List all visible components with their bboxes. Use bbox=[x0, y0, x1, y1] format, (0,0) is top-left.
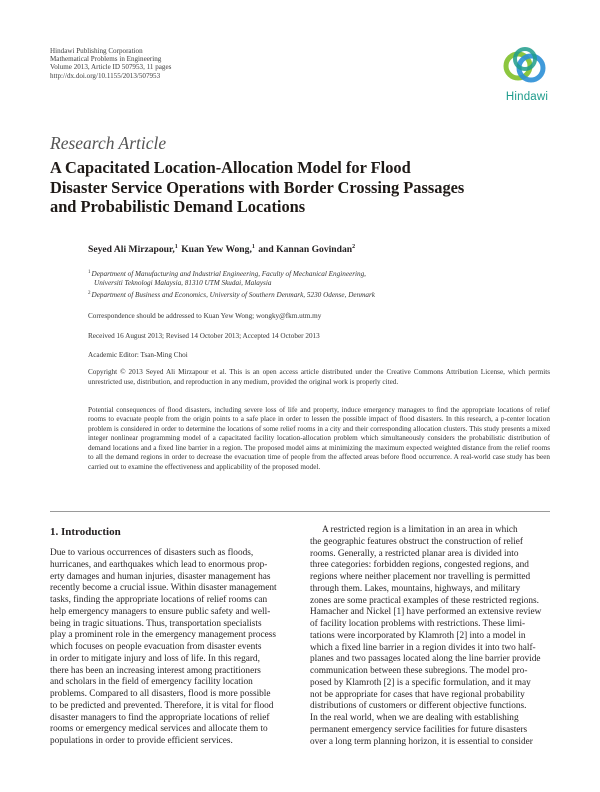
affiliation-mark: 1 bbox=[88, 270, 91, 275]
body-line: help emergency managers to ensure public safety and well- bbox=[50, 606, 271, 617]
body-line: posed by Klamroth [2] is a specific formulation, and it may bbox=[310, 677, 531, 688]
body-line: tasks, finding the appropriate locations of relief rooms can bbox=[50, 595, 268, 605]
body-line: to be predicted and prevented. Therefore, it is vital for flood bbox=[50, 700, 274, 711]
body-line: distributions of customers or different objective functions. bbox=[310, 701, 527, 712]
body-line: three categories: forbidden regions, congested regions, and bbox=[310, 560, 529, 571]
author-list bbox=[88, 244, 356, 255]
body-line: problems. Compared to all disasters, flood is more possible bbox=[50, 689, 271, 699]
title-line: A Capacitated Location-Allocation Model for Flood bbox=[50, 158, 411, 177]
section-divider bbox=[50, 511, 550, 512]
affiliation-text: Department of Business and Economics, University of Southern Denmark, 5230 Odense, Denmark bbox=[91, 290, 375, 299]
volume-info: Volume 2013, Article ID 507953, 11 pages bbox=[50, 63, 172, 72]
body-line: which focuses on people evacuation from disaster events bbox=[50, 642, 262, 652]
body-line: of facility location problems with restrictions. These limi- bbox=[310, 619, 526, 629]
body-line: the geographic features obstruct the construction of relief bbox=[310, 536, 523, 547]
hindawi-logo-text: Hindawi bbox=[505, 91, 549, 103]
body-line: in order to mitigate injury and loss of life. In this regard, bbox=[50, 653, 260, 664]
body-line: permanent emergency service facilities for future disasters bbox=[310, 724, 528, 735]
affiliation-mark: 2 bbox=[88, 290, 91, 296]
body-line: play a prominent role in the emergency management process bbox=[50, 630, 276, 641]
title-line: and Probabilistic Demand Locations bbox=[50, 197, 306, 217]
affiliations bbox=[88, 268, 375, 300]
body-line: communication between these subregions. The model pro- bbox=[310, 666, 528, 676]
article-dates: Received 16 August 2013; Revised 14 October 2013; Accepted 14 October 2013 bbox=[88, 332, 320, 340]
affiliation-text: Department of Manufacturing and Industrial Engineering, Faculty of Mechanical Engineering, bbox=[91, 270, 366, 278]
body-line: hurricanes, and earthquakes which lead to enormous prop- bbox=[50, 559, 268, 570]
body-line: which a fixed line barrier in a region divides it into two half- bbox=[310, 642, 536, 653]
body-line: regions where neither placement nor travelling is permitted bbox=[310, 572, 531, 582]
body-line: disaster managers to find the appropriate locations of relief bbox=[50, 712, 270, 723]
body-line: not be appropriate for cases that have regional probability bbox=[310, 689, 525, 700]
publisher-name: Hindawi Publishing Corporation bbox=[50, 47, 143, 55]
author-name: Kuan Yew Wong, bbox=[181, 244, 252, 255]
body-line: zones are some practical examples of these restricted regions. bbox=[310, 595, 539, 606]
paper-title bbox=[50, 158, 550, 217]
body-line: In the real world, when we are dealing with establishing bbox=[310, 713, 519, 723]
correspondence: Correspondence should be addressed to Kuan Yew Wong; wongky@fkm.utm.my bbox=[88, 312, 322, 320]
abstract-text: Potential consequences of flood disasters, including severe loss of life and property, induce emergency managers to find the appropriate locations of relief rooms to evacuate people from the origin points to a safe place in order to lessen the possible impact of flood disasters. In this research, a p-center location problem is considered in order to determine the locations of some relief rooms in a city and their corresponding allocation clusters. This study presents a mixed integer nonlinear programming model of a capacitated facility location-allocation problem which simultaneously considers the probabilistic distribution of demand locations and a fixed line barrier in a region. The proposed model aims at minimizing the maximum expected weighted distance from the relief rooms to all the demand regions in order to decrease the evacuation time of people from the affected areas before flood occurrence. A real-world case study has been carried out to examine the effectiveness and applicability of the proposed model. bbox=[88, 406, 550, 471]
body-line: through them. Lakes, mountains, highways, and military bbox=[310, 583, 521, 594]
body-line: rooms. Generally, a restricted planar area is divided into bbox=[310, 548, 519, 559]
copyright-notice: Copyright © 2013 Seyed Ali Mirzapour et al. This is an open access article distributed under the Creative Commons Attribution License, which permits unrestricted use, distribution, and reproduction in any medium, provided the original work is properly cited. bbox=[88, 368, 550, 386]
body-line: tations were incorporated by Klamroth [2] into a model in bbox=[310, 630, 526, 641]
body-line: planes and two passages located along the line barrier provide bbox=[310, 654, 541, 665]
doi-link[interactable]: http://dx.doi.org/10.1155/2013/507953 bbox=[50, 71, 161, 80]
author-affiliation-mark: 1 bbox=[251, 244, 255, 250]
section-heading: 1. Introduction bbox=[50, 526, 121, 538]
title-line: Disaster Service Operations with Border Crossing Passages bbox=[50, 177, 465, 197]
affiliation-text: Universiti Teknologi Malaysia, 81310 UTM Skudai, Malaysia bbox=[94, 279, 272, 288]
body-column-left bbox=[50, 548, 290, 748]
journal-name: Mathematical Problems in Engineering bbox=[50, 55, 162, 64]
author-affiliation-mark: 2 bbox=[352, 244, 356, 250]
body-line: populations in order to provide efficient services. bbox=[50, 736, 233, 746]
body-column-right bbox=[310, 525, 550, 748]
body-line: recently become a crucial issue. Within disaster management bbox=[50, 583, 277, 594]
body-line: erty damages and human injuries, disaster management has bbox=[50, 571, 271, 582]
abstract bbox=[88, 406, 550, 472]
body-line: rooms or emergency medical services and allocate them to bbox=[50, 724, 268, 735]
journal-header bbox=[50, 47, 171, 80]
author-affiliation-mark: 1 bbox=[174, 244, 178, 250]
article-type: Research Article bbox=[50, 133, 167, 153]
body-line: over a long term planning horizon, it is essential to consider bbox=[310, 736, 533, 747]
author-name: and Kannan Govindan bbox=[258, 244, 353, 255]
body-line: Hamacher and Nickel [1] have performed an extensive review bbox=[310, 607, 542, 618]
author-name: Seyed Ali Mirzapour, bbox=[88, 244, 175, 255]
body-line: and scholars in the field of emergency facility location bbox=[50, 677, 253, 688]
academic-editor: Academic Editor: Tsan-Ming Choi bbox=[88, 351, 188, 359]
body-line: there has been an increasing interest among practitioners bbox=[50, 665, 261, 676]
body-line: Due to various occurrences of disasters such as floods, bbox=[50, 548, 254, 558]
body-line: being in tragic situations. Thus, transportation specialists bbox=[50, 618, 262, 629]
body-line: A restricted region is a limitation in an area in which bbox=[322, 525, 518, 535]
